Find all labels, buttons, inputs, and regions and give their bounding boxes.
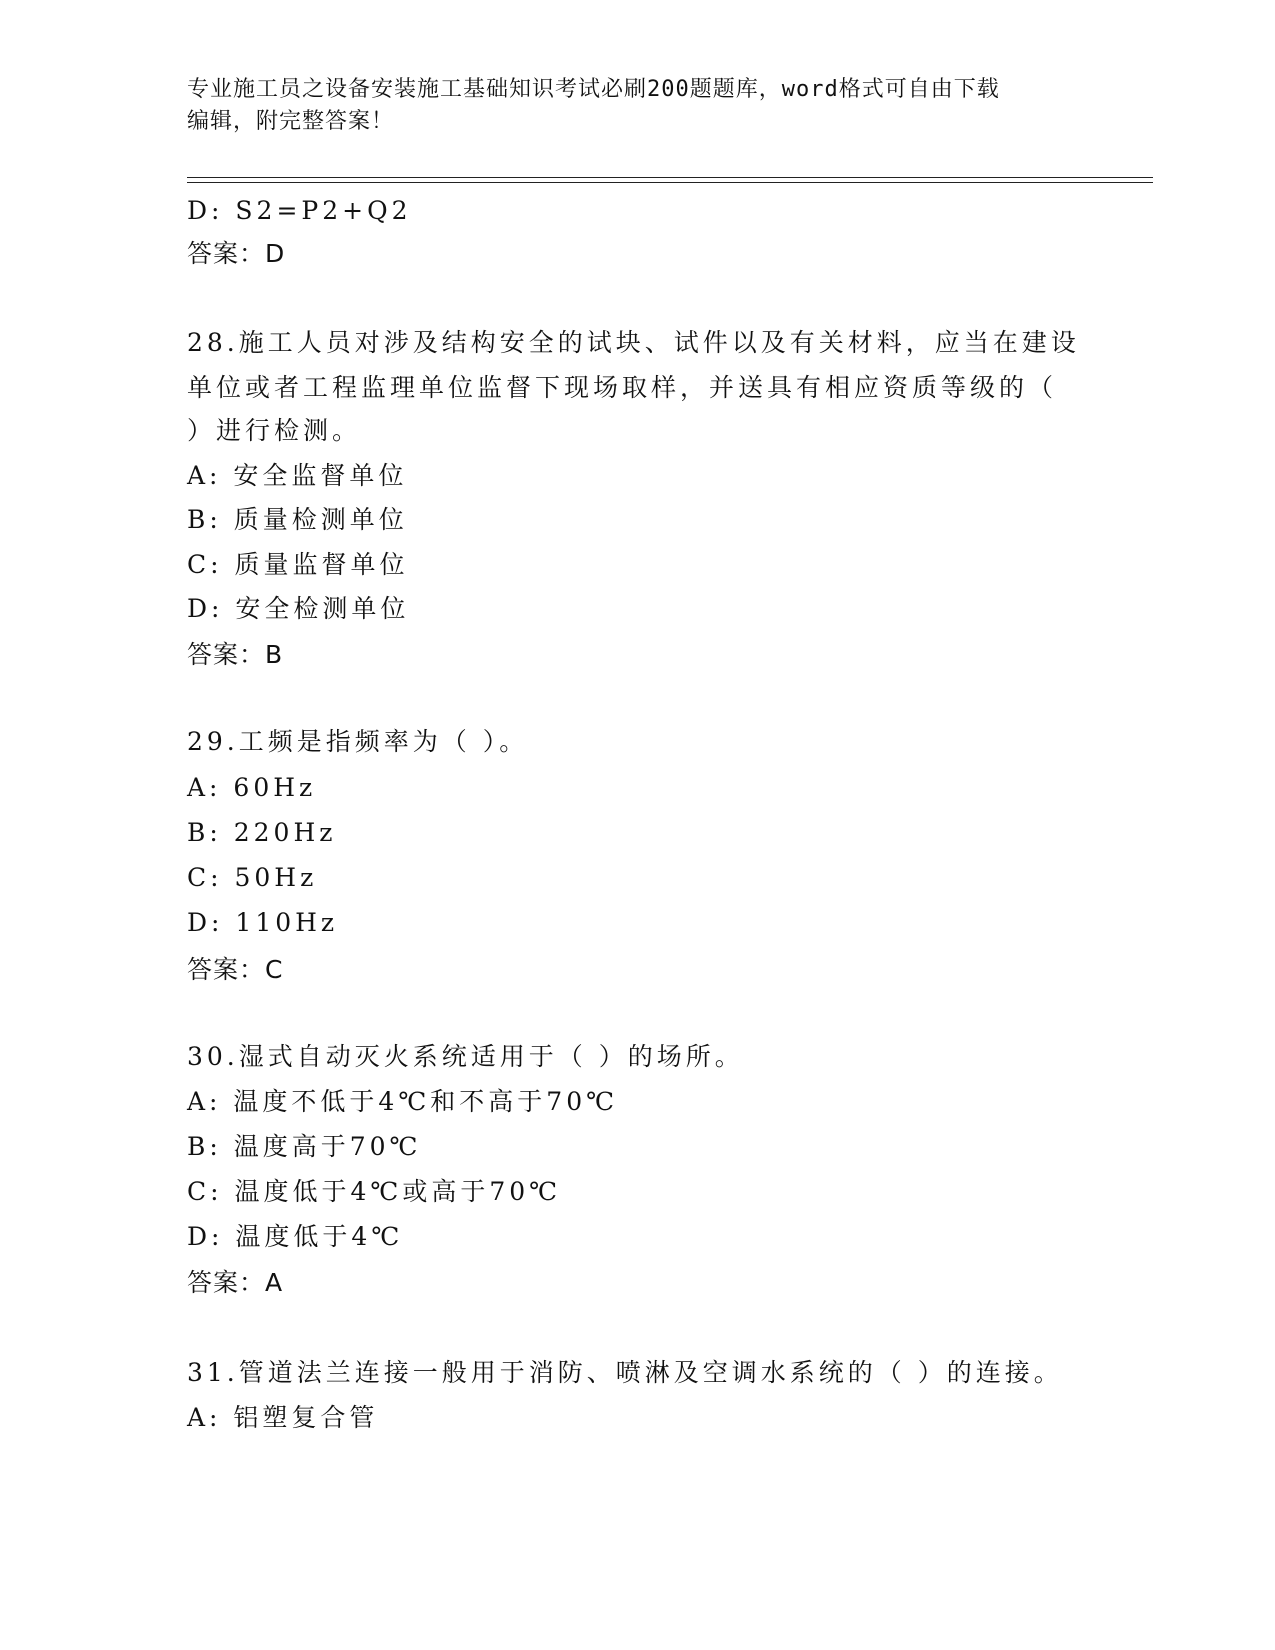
q30-option-d: D: 温度低于4℃ [187,1222,404,1251]
q28-option-a: A: 安全监督单位 [187,461,408,490]
q30-answer: 答案：A [187,1268,284,1297]
q29-option-d: D: 110Hz [187,908,339,937]
q29-option-b: B: 220Hz [187,818,337,847]
q28-answer: 答案：B [187,640,284,669]
q27-option-d: D: S2=P2+Q2 [187,196,412,225]
q29-stem: 29.工频是指频率为（ ）。 [187,727,529,756]
q29-option-c: C: 50Hz [187,863,318,892]
q28-option-c: C: 质量监督单位 [187,550,409,579]
q27-answer: 答案：D [187,239,286,268]
q30-option-a: A: 温度不低于4℃和不高于70℃ [187,1087,619,1116]
q31-option-a: A: 铝塑复合管 [187,1403,379,1432]
header-line-2: 编辑，附完整答案！ [187,109,395,134]
header-divider-top [187,177,1153,178]
q28-stem-line-3: ）进行检测。 [187,416,362,445]
q28-option-d: D: 安全检测单位 [187,594,410,623]
document-header [187,74,1077,138]
q29-answer: 答案：C [187,955,284,984]
header-line-1: 专业施工员之设备安装施工基础知识考试必刷200题题库，word格式可自由下载 [187,77,1000,102]
q30-option-c: C: 温度低于4℃或高于70℃ [187,1177,562,1206]
q29-option-a: A: 60Hz [187,773,317,802]
q31-stem: 31.管道法兰连接一般用于消防、喷淋及空调水系统的（ ）的连接。 [187,1358,1063,1387]
q30-option-b: B: 温度高于70℃ [187,1132,422,1161]
q28-stem-line-2: 单位或者工程监理单位监督下现场取样，并送具有相应资质等级的（ [187,373,1058,402]
header-divider-bottom [187,182,1153,183]
q30-stem: 30.湿式自动灭火系统适用于（ ）的场所。 [187,1042,744,1071]
q28-stem-line-1: 28.施工人员对涉及结构安全的试块、试件以及有关材料，应当在建设 [187,328,1080,357]
q28-option-b: B: 质量检测单位 [187,505,408,534]
